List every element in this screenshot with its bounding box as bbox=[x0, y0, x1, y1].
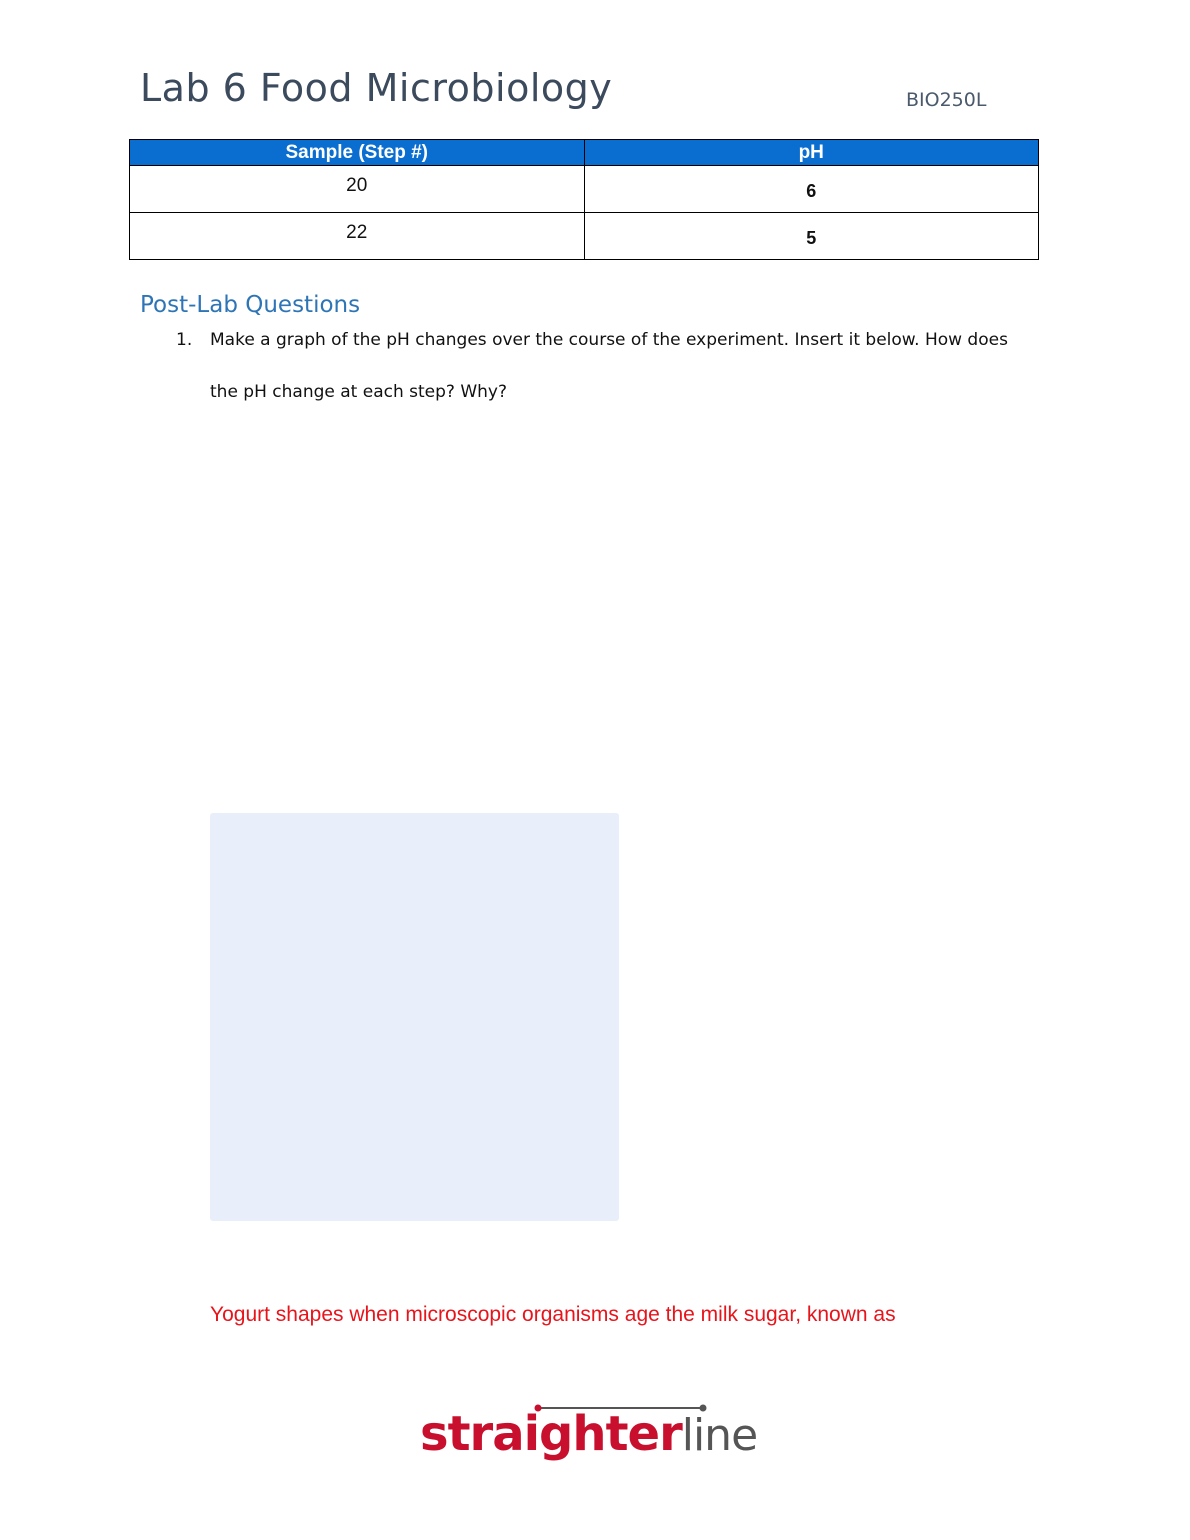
table-header-row bbox=[130, 140, 1039, 166]
question-number: 1. bbox=[176, 330, 193, 350]
document-title: Lab 6 Food Microbiology bbox=[140, 66, 613, 110]
ph-cell: 6 bbox=[584, 166, 1039, 213]
ph-cell: 5 bbox=[584, 213, 1039, 260]
post-lab-heading: Post-Lab Questions bbox=[140, 292, 361, 318]
step-cell: 22 bbox=[130, 213, 585, 260]
table-row bbox=[130, 213, 1039, 260]
ph-table bbox=[129, 139, 1039, 260]
logo-text-bold: straighter bbox=[420, 1406, 682, 1462]
step-cell: 20 bbox=[130, 166, 585, 213]
question-text-line-1: Make a graph of the pH changes over the course of the experiment. Insert it below. How does bbox=[210, 330, 1008, 350]
answer-text: Yogurt shapes when microscopic organisms age the milk sugar, known as bbox=[210, 1303, 896, 1326]
logo-graphic bbox=[420, 1400, 780, 1470]
course-code: BIO250L bbox=[906, 89, 987, 111]
graph-image-placeholder bbox=[210, 813, 619, 1221]
logo-text-light: line bbox=[681, 1410, 758, 1461]
table-row bbox=[130, 166, 1039, 213]
column-header-ph: pH bbox=[584, 140, 1039, 166]
question-text-line-2: the pH change at each step? Why? bbox=[210, 382, 508, 402]
logo-text bbox=[420, 1406, 757, 1462]
straighterline-logo bbox=[420, 1400, 780, 1470]
column-header-sample: Sample (Step #) bbox=[130, 140, 585, 166]
